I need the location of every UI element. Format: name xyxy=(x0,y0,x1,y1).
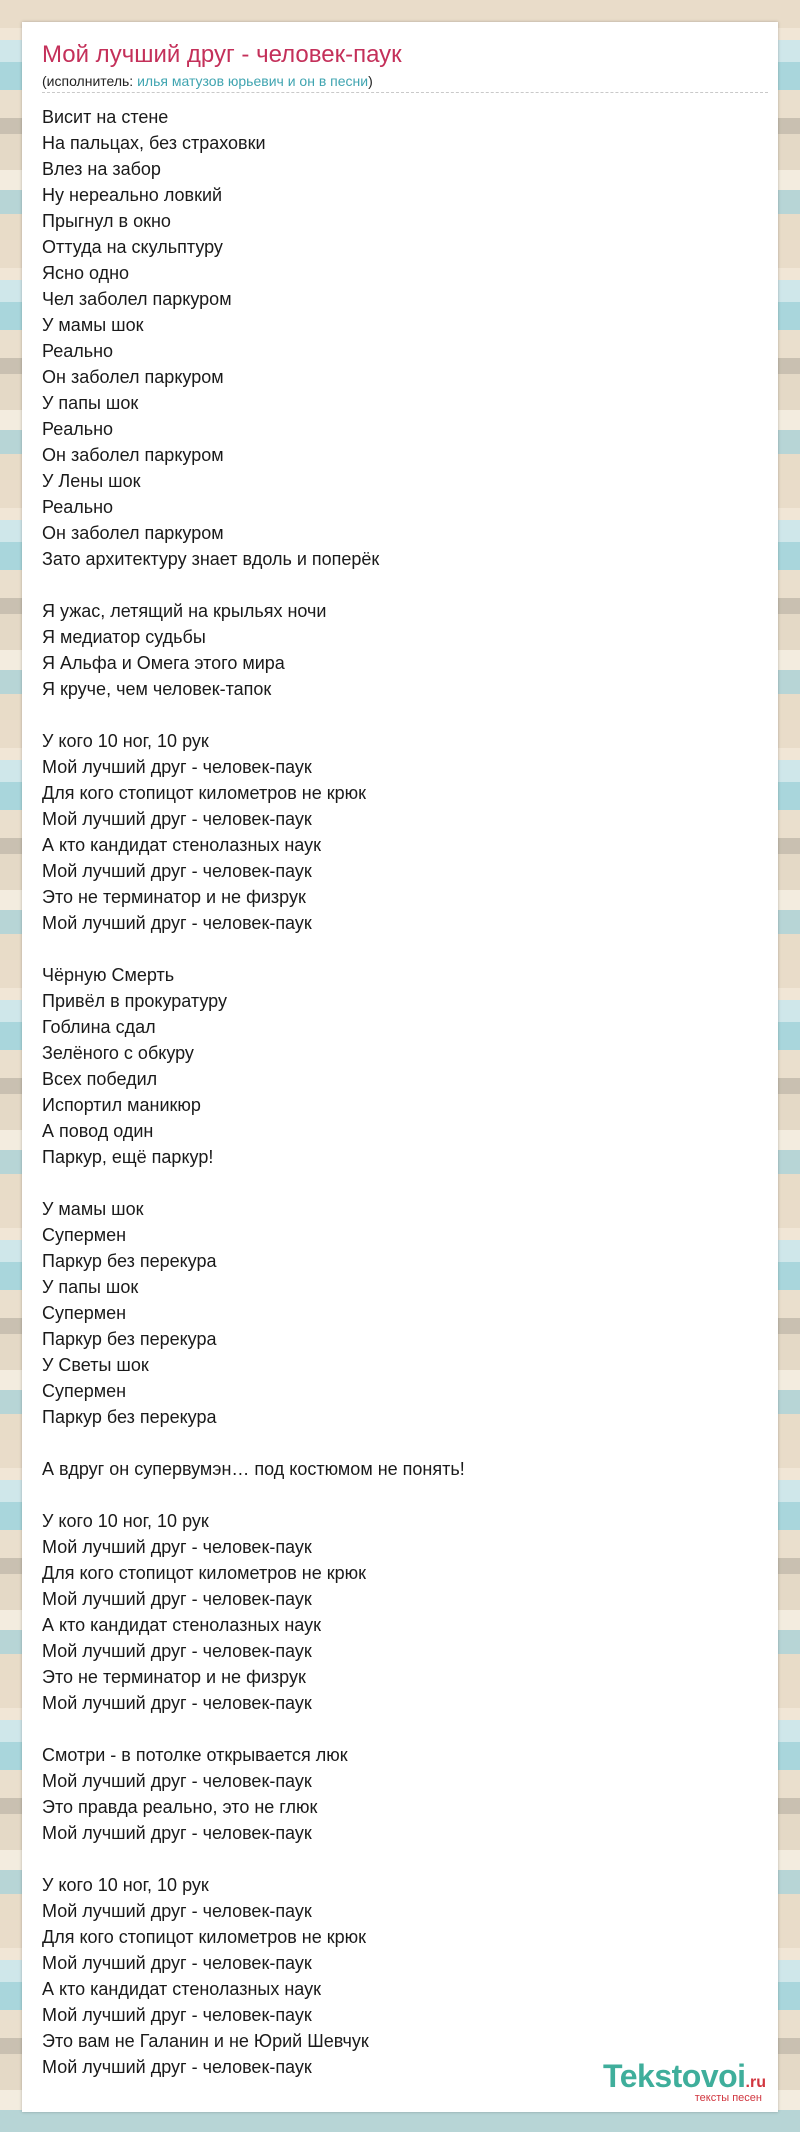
lyrics-stanza xyxy=(42,1872,762,2080)
lyric-line: Мой лучший друг - человек-паук xyxy=(42,1953,312,1973)
lyric-line: Мой лучший друг - человек-паук xyxy=(42,1537,312,1557)
lyric-line: У мамы шок xyxy=(42,315,144,335)
lyric-line: Для кого стопицот километров не крюк xyxy=(42,1563,367,1583)
lyrics-stanza xyxy=(42,1456,762,1482)
lyric-line: Ну нереально ловкий xyxy=(42,185,223,205)
logo-name: Tekstovoi xyxy=(603,2058,746,2094)
lyric-line: Паркур, ещё паркур! xyxy=(42,1147,214,1167)
lyric-line: У папы шок xyxy=(42,1277,139,1297)
lyric-line: У кого 10 ног, 10 рук xyxy=(42,1875,209,1895)
lyric-line: Супермен xyxy=(42,1303,127,1323)
lyric-line: Паркур без перекура xyxy=(42,1251,217,1271)
lyric-line: Мой лучший друг - человек-паук xyxy=(42,913,312,933)
lyric-line: А кто кандидат стенолазных наук xyxy=(42,835,321,855)
lyric-line: Чёрную Смерть xyxy=(42,965,175,985)
lyric-line: А кто кандидат стенолазных наук xyxy=(42,1615,321,1635)
lyric-line: Реально xyxy=(42,497,114,517)
lyric-line: Зато архитектуру знает вдоль и поперёк xyxy=(42,549,380,569)
lyric-line: Мой лучший друг - человек-паук xyxy=(42,1589,312,1609)
lyrics-stanza xyxy=(42,1508,762,1716)
title-divider xyxy=(42,92,768,93)
lyrics-stanza xyxy=(42,598,762,702)
lyric-line: Реально xyxy=(42,419,114,439)
lyric-line: Я Альфа и Омега этого мира xyxy=(42,653,285,673)
lyric-line: Смотри - в потолке открывается люк xyxy=(42,1745,348,1765)
lyric-line: Это не терминатор и не физрук xyxy=(42,887,306,907)
site-logo[interactable] xyxy=(603,2060,766,2104)
lyric-line: Я круче, чем человек-тапок xyxy=(42,679,272,699)
artist-suffix: ) xyxy=(368,73,373,89)
lyric-line: У кого 10 ног, 10 рук xyxy=(42,731,209,751)
lyric-line: Мой лучший друг - человек-паук xyxy=(42,1901,312,1921)
logo-tagline: тексты песен xyxy=(694,2092,762,2104)
lyric-line: А повод один xyxy=(42,1121,154,1141)
lyric-line: Гоблина сдал xyxy=(42,1017,156,1037)
lyric-line: Супермен xyxy=(42,1225,127,1245)
lyric-line: У папы шок xyxy=(42,393,139,413)
lyric-line: Мой лучший друг - человек-паук xyxy=(42,1823,312,1843)
lyric-line: Мой лучший друг - человек-паук xyxy=(42,2005,312,2025)
lyric-line: Он заболел паркуром xyxy=(42,523,224,543)
lyric-line: Я медиатор судьбы xyxy=(42,627,206,647)
lyric-line: Висит на стене xyxy=(42,107,169,127)
lyric-line: Паркур без перекура xyxy=(42,1407,217,1427)
lyric-line: На пальцах, без страховки xyxy=(42,133,266,153)
lyric-line: Мой лучший друг - человек-паук xyxy=(42,1693,312,1713)
artist-link[interactable]: илья матузов юрьевич и он в песни xyxy=(137,73,369,89)
lyric-line: У мамы шок xyxy=(42,1199,144,1219)
logo-tld: .ru xyxy=(745,2074,766,2091)
lyric-line: Мой лучший друг - человек-паук xyxy=(42,1771,312,1791)
lyrics-stanza xyxy=(42,1196,762,1430)
lyric-line: Мой лучший друг - человек-паук xyxy=(42,809,312,829)
lyric-line: Реально xyxy=(42,341,114,361)
lyric-line: А вдруг он супервумэн… под костюмом не понять! xyxy=(42,1459,465,1479)
lyric-line: Всех победил xyxy=(42,1069,158,1089)
lyric-line: Это вам не Галанин и не Юрий Шевчук xyxy=(42,2031,369,2051)
lyric-line: Влез на забор xyxy=(42,159,161,179)
lyric-line: Я ужас, летящий на крыльях ночи xyxy=(42,601,327,621)
lyric-line: Для кого стопицот километров не крюк xyxy=(42,783,367,803)
lyric-line: Он заболел паркуром xyxy=(42,445,224,465)
lyric-line: Он заболел паркуром xyxy=(42,367,224,387)
lyric-line: Паркур без перекура xyxy=(42,1329,217,1349)
lyric-line: Прыгнул в окно xyxy=(42,211,171,231)
lyrics-stanza xyxy=(42,104,762,572)
lyric-line: А кто кандидат стенолазных наук xyxy=(42,1979,321,1999)
lyrics-card xyxy=(22,22,778,2112)
lyric-line: Мой лучший друг - человек-паук xyxy=(42,2057,312,2077)
lyric-line: Мой лучший друг - человек-паук xyxy=(42,1641,312,1661)
lyric-line: Мой лучший друг - человек-паук xyxy=(42,757,312,777)
lyric-line: Супермен xyxy=(42,1381,127,1401)
lyric-line: Привёл в прокуратуру xyxy=(42,991,227,1011)
artist-prefix: (исполнитель: xyxy=(42,73,138,89)
lyrics-stanza xyxy=(42,728,762,936)
lyric-line: У Лены шок xyxy=(42,471,141,491)
lyric-line: У Светы шок xyxy=(42,1355,149,1375)
song-title: Мой лучший друг - человек-паук xyxy=(42,41,402,68)
lyric-line: Зелёного с обкуру xyxy=(42,1043,194,1063)
artist-line xyxy=(42,72,373,90)
lyrics-body xyxy=(42,104,762,2106)
lyric-line: Мой лучший друг - человек-паук xyxy=(42,861,312,881)
lyric-line: Испортил маникюр xyxy=(42,1095,201,1115)
lyric-line: У кого 10 ног, 10 рук xyxy=(42,1511,209,1531)
lyric-line: Это не терминатор и не физрук xyxy=(42,1667,306,1687)
lyric-line: Чел заболел паркуром xyxy=(42,289,232,309)
lyric-line: Для кого стопицот километров не крюк xyxy=(42,1927,367,1947)
lyrics-stanza xyxy=(42,1742,762,1846)
lyrics-stanza xyxy=(42,962,762,1170)
lyric-line: Ясно одно xyxy=(42,263,130,283)
lyric-line: Оттуда на скульптуру xyxy=(42,237,223,257)
lyric-line: Это правда реально, это не глюк xyxy=(42,1797,318,1817)
